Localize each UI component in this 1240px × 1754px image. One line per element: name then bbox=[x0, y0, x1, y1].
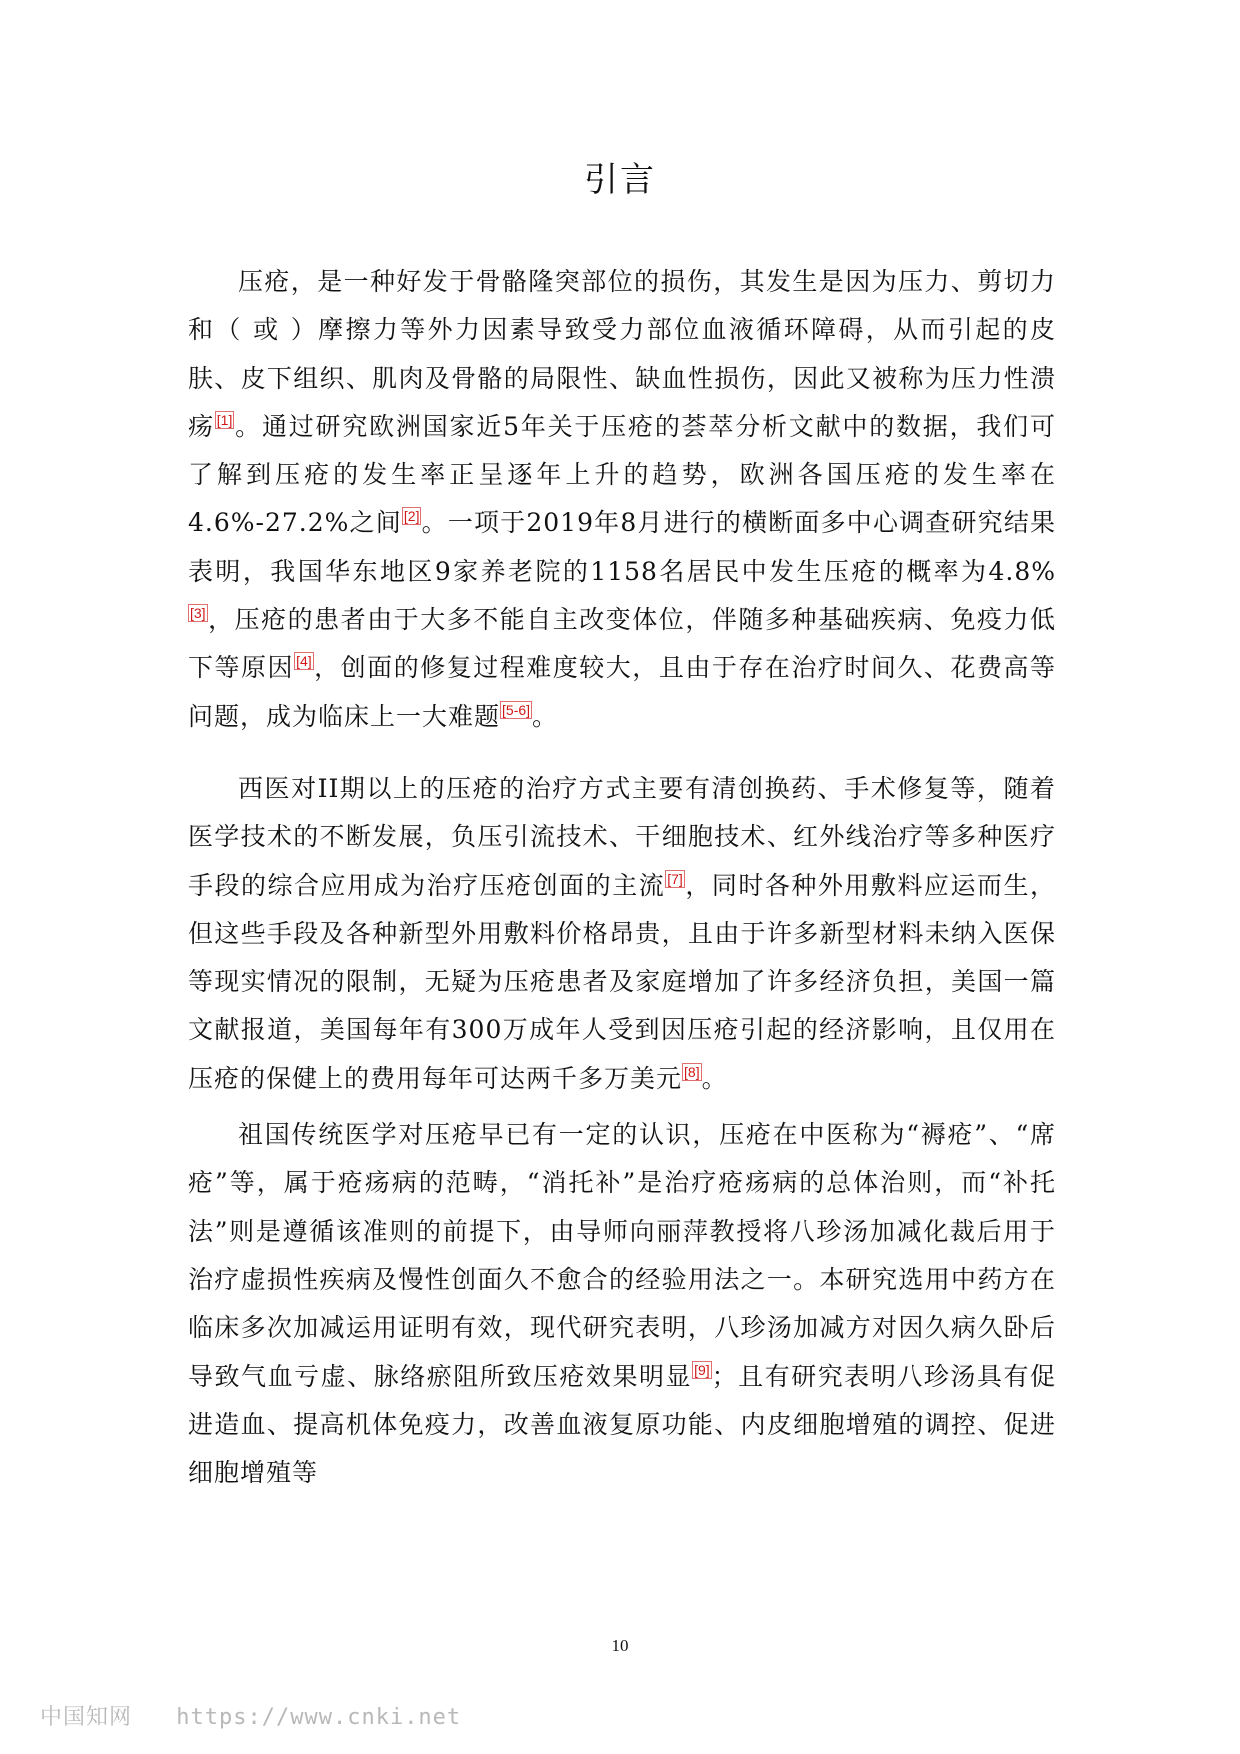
citation-link[interactable]: [8] bbox=[684, 1063, 700, 1080]
paragraph-text: ，同时各种外用敷料应运而生，但这些手段及各种新型外用敷料价格昂贵，且由于许多新型材料未纳入医保等现实情况的限制，无疑为压疮患者及家庭增加了许多经济负担，美国一篇文献报道，美国每年有300万成年人受到因压疮引起的经济影响，且仅用在压疮的保健上的费用每年可达两千多万美元 bbox=[188, 870, 1056, 1093]
paragraph bbox=[188, 258, 1056, 741]
citation-link[interactable]: [5-6] bbox=[502, 701, 531, 718]
paragraph-text: 压疮，是一种好发于骨骼隆突部位的损伤，其发生是因为压力、剪切力和（ 或 ）摩擦力等外力因素导致受力部位血液循环障碍，从而引起的皮肤、皮下组织、肌肉及骨骼的局限性、缺血性损伤，因此又被称为压力性溃疡 bbox=[188, 267, 1056, 441]
page-title: 引言 bbox=[584, 160, 656, 200]
watermark bbox=[40, 1700, 461, 1731]
paragraph-text: 祖国传统医学对压疮早已有一定的认识，压疮在中医称为“褥疮”、“席疮”等，属于疮疡病的范畴，“消托补”是治疗疮疡病的总体治则，而“补托法”则是遵循该准则的前提下，由导师向丽萍教授将八珍汤加减化裁后用于治疗虚损性疾病及慢性创面久不愈合的经验用法之一。本研究选用中药方在临床多次加减运用证明有效，现代研究表明，八珍汤加减方对因久病久卧后导致气血亏虚、脉络瘀阻所致压疮效果明显 bbox=[188, 1120, 1056, 1391]
paragraph bbox=[188, 1111, 1056, 1497]
watermark-url: https://www.cnki.net bbox=[176, 1705, 462, 1730]
body-text bbox=[188, 258, 1056, 1497]
paragraph-text: 。一项于2019年8月进行的横断面多中心调查研究结果表明，我国华东地区9家养老院的1158名居民中发生压疮的概率为4.8% bbox=[188, 508, 1056, 586]
citation-link[interactable]: [2] bbox=[403, 508, 420, 525]
paragraph-text: 。通过研究欧洲国家近5年关于压疮的荟萃分析文献中的数据，我们可了解到压疮的发生率正呈逐年上升的趋势，欧洲各国压疮的发生率在4.6%-27.2%之间 bbox=[188, 411, 1056, 538]
paragraph-text: ；且有研究表明八珍汤具有促进造血、提高机体免疫力，改善血液复原功能、内皮细胞增殖的调控、促进细胞增殖等 bbox=[188, 1361, 1056, 1488]
citation-link[interactable]: [7] bbox=[667, 870, 683, 887]
watermark-site-name: 中国知网 bbox=[40, 1705, 133, 1730]
citation-link[interactable]: [9] bbox=[694, 1361, 710, 1378]
paragraph bbox=[188, 765, 1056, 1103]
citation-link[interactable]: [4] bbox=[296, 653, 312, 670]
paragraph-text: 。 bbox=[701, 1063, 728, 1093]
paragraph-text: ，压疮的患者由于大多不能自主改变体位，伴随多种基础疾病、免疫力低下等原因 bbox=[188, 605, 1056, 683]
citation-link[interactable]: [1] bbox=[216, 411, 233, 428]
page-number: 10 bbox=[611, 1636, 629, 1655]
paragraph-text: 西医对II期以上的压疮的治疗方式主要有清创换药、手术修复等，随着医学技术的不断发展，负压引流技术、干细胞技术、红外线治疗等多种医疗手段的综合应用成为治疗压疮创面的主流 bbox=[188, 773, 1056, 900]
paragraph-text: 。 bbox=[532, 701, 559, 731]
paragraph-text: ，创面的修复过程难度较大，且由于存在治疗时间久、花费高等问题，成为临床上一大难题 bbox=[188, 653, 1056, 731]
citation-link[interactable]: [3] bbox=[190, 605, 206, 622]
